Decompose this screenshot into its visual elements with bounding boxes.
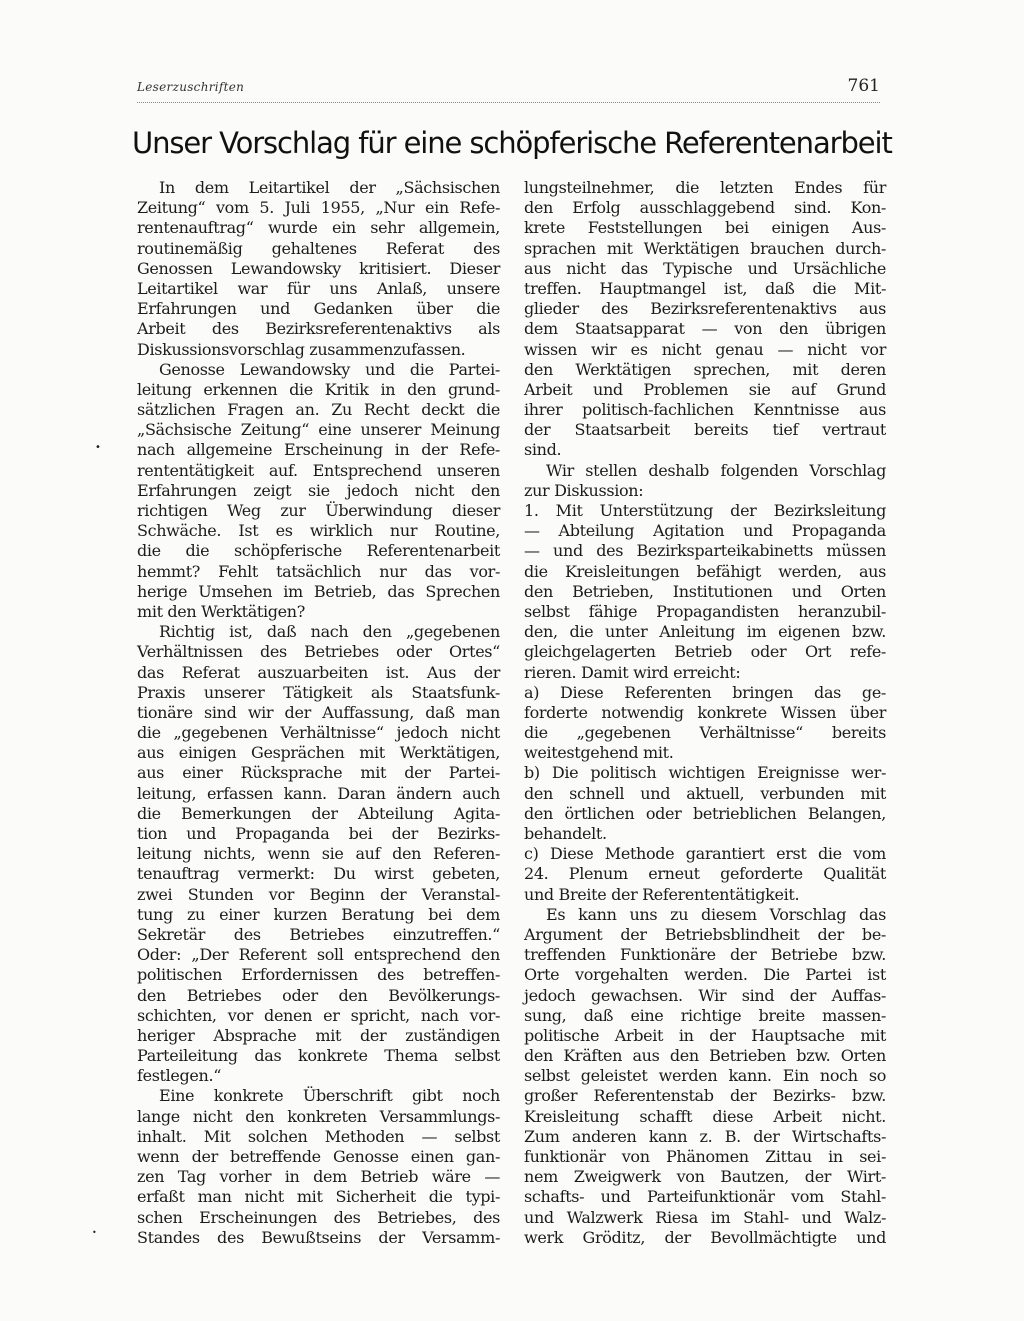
text-line: — und des Bezirksparteikabinetts müssen — [524, 541, 886, 561]
text-line: forderte notwendig konkrete Wissen über — [524, 702, 886, 722]
text-line: Arbeit des Bezirksreferentenaktivs als — [137, 319, 500, 339]
text-line: routinemäßig gehaltenes Referat des — [137, 238, 500, 258]
text-line: Leitartikel war für uns Anlaß, unsere — [137, 278, 500, 298]
text-line: treffen. Hauptmangel ist, daß die Mit- — [524, 278, 886, 298]
text-line: Wir stellen deshalb folgenden Vorschlag — [546, 460, 886, 480]
text-line: Praxis unserer Tätigkeit als Staatsfunk- — [137, 682, 500, 702]
section-label: Leserzuschriften — [137, 80, 245, 94]
text-line: lungsteilnehmer, die letzten Endes für — [524, 178, 886, 197]
text-line: rententätigkeit auf. Entsprechend unseren — [137, 460, 500, 480]
text-line: die Bemerkungen der Abteilung Agita- — [137, 803, 500, 823]
text-line: Erfahrungen zeigt sie jedoch nicht den — [137, 480, 500, 500]
text-line: und Walzwerk Riesa im Stahl- und Walz- — [524, 1207, 886, 1227]
text-line: Eine konkrete Überschrift gibt noch — [159, 1086, 500, 1106]
text-line: lange nicht den konkreten Versammlungs- — [137, 1106, 500, 1126]
text-line: In dem Leitartikel der „Sächsischen — [159, 178, 500, 197]
page-number: 761 — [847, 76, 880, 96]
text-line: dem Staatsapparat — von den übrigen — [524, 319, 886, 339]
text-line: — Abteilung Agitation und Propaganda — [524, 521, 886, 541]
text-line: großer Referentenstab der Bezirks- bzw. — [524, 1086, 886, 1106]
text-line: zen Tag vorher in dem Betrieb wäre — — [137, 1167, 500, 1187]
text-line: den Werktätigen sprechen, mit deren — [524, 359, 886, 379]
text-line: die Kreisleitungen befähigt werden, aus — [524, 561, 886, 581]
text-line: tion und Propaganda bei der Bezirks- — [137, 824, 500, 843]
text-line: aus einer Rücksprache mit der Partei- — [137, 763, 500, 783]
text-line: rentenauftrag“ wurde ein sehr allgemein, — [137, 218, 500, 238]
text-line: festlegen.“ — [137, 1066, 222, 1086]
text-line: den örtlichen oder betrieblichen Belangen, — [524, 803, 886, 823]
text-line: 24. Plenum erneut geforderte Qualität — [524, 864, 886, 884]
text-line: zwei Stunden vor Beginn der Veranstal- — [137, 884, 500, 904]
text-line: Erfahrungen und Gedanken über die — [137, 299, 500, 319]
text-line: mit den Werktätigen? — [137, 601, 305, 621]
text-line: schen Erscheinungen des Betriebes, des — [137, 1207, 500, 1227]
text-line: funktionär von Phänomen Zittau in sei- — [524, 1147, 886, 1166]
text-line: sind. — [524, 440, 562, 460]
text-line: politische Arbeit in der Hauptsache mit — [524, 1025, 886, 1045]
text-line: tionäre sind wir der Auffassung, daß man — [137, 702, 500, 722]
text-line: der Staatsarbeit bereits tief vertraut — [524, 420, 886, 440]
text-line: Arbeit und Problemen sie auf Grund — [524, 379, 886, 399]
text-line: jedoch gewachsen. Wir sind der Auffas- — [524, 985, 886, 1005]
text-line: b) Die politisch wichtigen Ereignisse wer- — [524, 763, 886, 783]
text-line: den Erfolg ausschlaggebend sind. Kon- — [524, 198, 886, 218]
text-line: ihrer politisch-fachlichen Kenntnisse aus — [524, 400, 886, 420]
text-line: Argument der Betriebsblindheit der be- — [524, 924, 886, 944]
text-line: Parteileitung das konkrete Thema selbst — [137, 1046, 500, 1066]
text-line: tenauftrag vermerkt: Du wirst gebeten, — [137, 864, 500, 884]
text-line: wissen wir es nicht genau — nicht vor — [524, 339, 886, 359]
text-line: selbst geleistet werden kann. Ein noch so — [524, 1066, 886, 1086]
text-line: krete Feststellungen bei einigen Aus- — [524, 218, 886, 238]
text-line: Oder: „Der Referent soll entsprechend den — [137, 945, 500, 965]
text-line: aus einigen Gesprächen mit Werktätigen, — [137, 743, 500, 763]
text-line: hemmt? Fehlt tatsächlich nur das vor- — [137, 561, 500, 581]
text-line: Zeitung“ vom 5. Juli 1955, „Nur ein Refe- — [137, 198, 500, 218]
text-line: politischen Erfordernissen des betreffen- — [137, 965, 500, 985]
text-line: rieren. Damit wird erreicht: — [524, 662, 741, 682]
text-line: aus nicht das Typische und Ursächliche — [524, 258, 886, 278]
text-line: und Breite der Referententätigkeit. — [524, 884, 800, 904]
text-line: werk Gröditz, der Bevollmächtigte und — [524, 1227, 886, 1247]
text-line: Genosse Lewandowsky und die Partei- — [159, 359, 500, 379]
text-line: herige Umsehen im Betrieb, das Sprechen — [137, 581, 500, 601]
margin-speck: • — [92, 1228, 97, 1237]
text-line: wenn der betreffende Genosse einen gan- — [137, 1147, 500, 1166]
text-line: Richtig ist, daß nach den „gegebenen — [159, 622, 500, 642]
text-line: Zum anderen kann z. B. der Wirtschafts- — [524, 1126, 886, 1146]
text-line: Orte vorgehalten werden. Die Partei ist — [524, 965, 886, 985]
text-line: Es kann uns zu diesem Vorschlag das — [546, 904, 886, 924]
text-line: inhalt. Mit solchen Methoden — selbst — [137, 1126, 500, 1146]
text-line: den Betrieben, Institutionen und Orten — [524, 581, 886, 601]
text-line: nach allgemeine Erscheinung in der Refe- — [137, 440, 500, 460]
text-line: das Referat auszuarbeiten ist. Aus der — [137, 662, 500, 682]
text-line: richtigen Weg zur Überwindung dieser — [137, 501, 500, 520]
text-line: Genossen Lewandowsky kritisiert. Dieser — [137, 258, 500, 278]
text-line: glieder des Bezirksreferentenaktivs aus — [524, 299, 886, 319]
page-header — [137, 76, 880, 103]
text-line: tung zu einer kurzen Beratung bei dem — [137, 904, 500, 924]
text-line: selbst fähige Propagandisten heranzubil- — [524, 601, 886, 621]
text-line: die die schöpferische Referentenarbeit — [137, 541, 500, 561]
text-line: Schwäche. Ist es wirklich nur Routine, — [137, 521, 500, 541]
text-line: c) Diese Methode garantiert erst die vom — [524, 844, 886, 864]
text-line: die „gegebenen Verhältnisse“ bereits — [524, 723, 886, 743]
text-line: Verhältnissen des Betriebes oder Ortes“ — [137, 642, 500, 662]
text-line: sprachen mit Werktätigen brauchen durch- — [524, 238, 886, 258]
text-line: sätzlichen Fragen an. Zu Recht deckt die — [137, 400, 500, 420]
text-line: die „gegebenen Verhältnisse“ jedoch nicht — [137, 723, 500, 743]
text-line: Kreisleitung schafft diese Arbeit nicht. — [524, 1106, 886, 1126]
text-line: behandelt. — [524, 824, 607, 843]
text-line: leitung nichts, wenn sie auf den Referen- — [137, 844, 500, 864]
text-line: erfaßt man nicht mit Sicherheit die typi- — [137, 1187, 500, 1207]
text-line: gleichgelagerten Betrieb oder Ort refe- — [524, 642, 886, 662]
text-line: a) Diese Referenten bringen das ge- — [524, 682, 886, 702]
text-line: leitung erkennen die Kritik in den grund- — [137, 379, 500, 399]
text-line: Diskussionsvorschlag zusammenzufassen. — [137, 339, 466, 359]
text-line: schafts- und Parteifunktionär vom Stahl- — [524, 1187, 886, 1207]
text-line: Sekretär des Betriebes einzutreffen.“ — [137, 924, 500, 944]
text-column-left — [137, 178, 500, 1248]
margin-speck: • — [95, 442, 101, 453]
text-line: heriger Absprache mit der zuständigen — [137, 1025, 500, 1045]
text-line: „Sächsische Zeitung“ eine unserer Meinung — [137, 420, 500, 440]
text-column-right — [524, 178, 886, 1248]
text-line: zur Diskussion: — [524, 480, 644, 500]
text-line: den schnell und aktuell, verbunden mit — [524, 783, 886, 803]
article-title: Unser Vorschlag für eine schöpferische Referentenarbeit — [132, 126, 892, 160]
text-line: den, die unter Anleitung im eigenen bzw. — [524, 622, 886, 642]
text-line: 1. Mit Unterstützung der Bezirksleitung — [524, 501, 886, 520]
text-line: treffenden Funktionäre der Betriebe bzw. — [524, 945, 886, 965]
text-line: sung, daß eine richtige breite massen- — [524, 1005, 886, 1025]
text-line: nem Zweigwerk von Bautzen, der Wirt- — [524, 1167, 886, 1187]
text-line: den Betriebes oder den Bevölkerungs- — [137, 985, 500, 1005]
text-line: den Kräften aus den Betrieben bzw. Orten — [524, 1046, 886, 1066]
text-line: weitestgehend mit. — [524, 743, 674, 763]
text-line: leitung, erfassen kann. Daran ändern auch — [137, 783, 500, 803]
text-line: schichten, vor denen er spricht, nach vor- — [137, 1005, 500, 1025]
text-line: Standes des Bewußtseins der Versamm- — [137, 1227, 500, 1247]
